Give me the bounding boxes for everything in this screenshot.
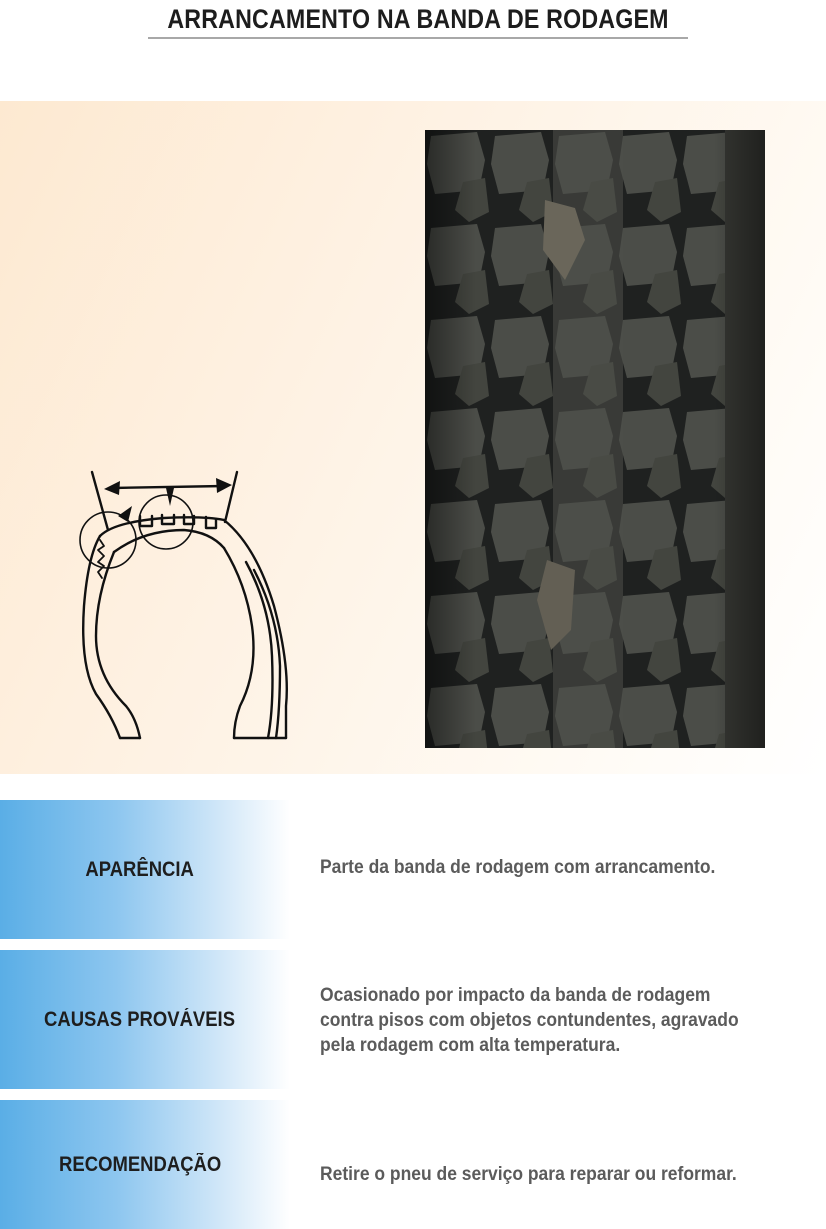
appearance-text: Parte da banda de rodagem com arrancamento. <box>320 857 716 878</box>
recommendation-row <box>0 1100 826 1229</box>
tire-cross-section-diagram <box>74 466 298 742</box>
probable-causes-text: Ocasionado por impacto da banda de rodagem contra pisos com objetos contundentes, agravado pela rodagem com alta temperatura. <box>320 985 739 1056</box>
page-title: ARRANCAMENTO NA BANDA DE RODAGEM <box>167 4 669 34</box>
recommendation-text: Retire o pneu de serviço para reparar ou reformar. <box>320 1164 737 1185</box>
recommendation-label-cell <box>0 1100 290 1229</box>
recommendation-label: RECOMENDAÇÃO <box>58 1152 222 1176</box>
tire-tread-photo <box>425 130 765 748</box>
appearance-row <box>0 800 826 939</box>
probable-causes-label-cell <box>0 950 290 1089</box>
appearance-label-cell <box>0 800 290 939</box>
appearance-label: APARÊNCIA <box>85 857 195 881</box>
title-underline <box>148 37 688 39</box>
probable-causes-row <box>0 950 826 1089</box>
probable-causes-label: CAUSAS PROVÁVEIS <box>44 1007 236 1031</box>
